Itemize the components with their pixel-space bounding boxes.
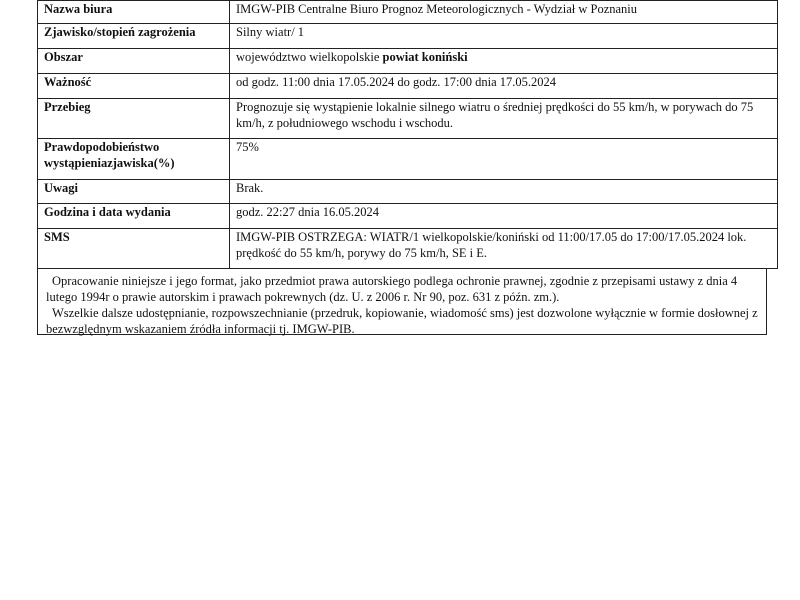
table-row <box>38 74 778 99</box>
redistribution-paragraph: Wszelkie dalsze udostępnianie, rozpowszechnianie (przedruk, kopiowanie, wiadomość sms) jest dozwolone wyłącznie w formie dosłownej z bezwzględnym wskazaniem źródła informacji tj. IMGW-PIB. <box>46 306 758 336</box>
row-label-obszar: Obszar <box>38 49 230 74</box>
table-row <box>38 204 778 229</box>
row-value-zjawisko: Silny wiatr/ 1 <box>230 24 778 49</box>
table-row <box>38 24 778 49</box>
row-value-uwagi: Brak. <box>230 180 778 204</box>
warning-table <box>37 0 778 269</box>
table-row <box>38 180 778 204</box>
warning-document <box>37 0 765 335</box>
row-value-waznosc: od godz. 11:00 dnia 17.05.2024 do godz. 17:00 dnia 17.05.2024 <box>230 74 778 99</box>
table-row <box>38 49 778 74</box>
table-row <box>38 139 778 180</box>
obszar-region: województwo wielkopolskie <box>236 50 383 64</box>
row-label-przebieg: Przebieg <box>38 99 230 139</box>
row-label-sms: SMS <box>38 229 230 269</box>
row-value-nazwa-biura: IMGW-PIB Centralne Biuro Prognoz Meteorologicznych - Wydział w Poznaniu <box>230 1 778 24</box>
row-label-nazwa-biura: Nazwa biura <box>38 1 230 24</box>
copyright-paragraph: Opracowanie niniejsze i jego format, jako przedmiot prawa autorskiego podlega ochronie prawnej, zgodnie z przepisami ustawy z dnia 4 lutego 1994r o prawie autorskim i prawach pokrewnych (dz. U. z 2006 r. Nr 90, poz. 631 z późn. zm.). <box>46 274 738 304</box>
copyright-notice <box>37 269 767 335</box>
row-label-waznosc: Ważność <box>38 74 230 99</box>
row-label-uwagi: Uwagi <box>38 180 230 204</box>
row-label-zjawisko: Zjawisko/stopień zagrożenia <box>38 24 230 49</box>
row-value-obszar <box>230 49 778 74</box>
table-row <box>38 1 778 24</box>
row-value-prawdopodobienstwo: 75% <box>230 139 778 180</box>
row-label-godzina: Godzina i data wydania <box>38 204 230 229</box>
row-label-prawdopodobienstwo: Prawdopodobieństwo wystąpieniazjawiska(%) <box>38 139 230 180</box>
row-value-sms: IMGW-PIB OSTRZEGA: WIATR/1 wielkopolskie/koniński od 11:00/17.05 do 17:00/17.05.2024 lok. prędkość do 55 km/h, porywy do 75 km/h, SE i E. <box>230 229 778 269</box>
obszar-county: powiat koniński <box>382 50 468 64</box>
row-value-przebieg: Prognozuje się wystąpienie lokalnie silnego wiatru o średniej prędkości do 55 km/h, w porywach do 75 km/h, z południowego wschodu i wschodu. <box>230 99 778 139</box>
table-row <box>38 229 778 269</box>
row-value-godzina: godz. 22:27 dnia 16.05.2024 <box>230 204 778 229</box>
table-row <box>38 99 778 139</box>
